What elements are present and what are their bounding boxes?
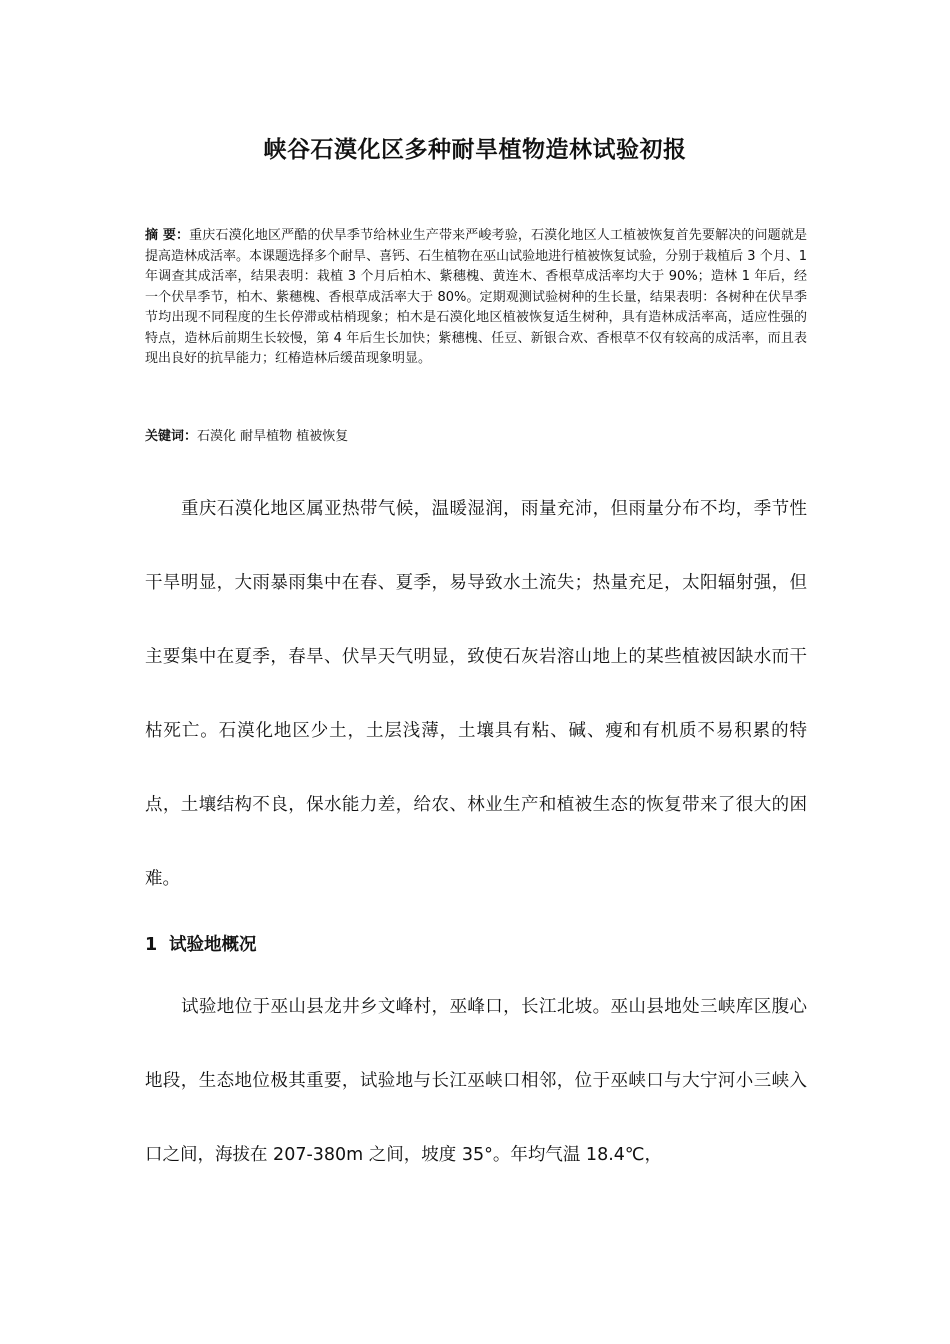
intro-paragraph: 重庆石漠化地区属亚热带气候，温暖湿润，雨量充沛，但雨量分布不均，季节性干旱明显，大雨暴雨集中在春、夏季，易导致水土流失；热量充足，太阳辐射强，但主要集中在夏季，春旱、伏旱天气明显，致使石灰岩溶山地上的某些植被因缺水而干枯死亡。石漠化地区少土，土层浅薄，土壤具有粘、碱、瘦和有机质不易积累的特点，土壤结构不良，保水能力差，给农、林业生产和植被生态的恢复带来了很大的困难。 [145,499,807,889]
keywords-text: 石漠化 耐旱植物 植被恢复 [197,429,349,444]
abstract-text: 重庆石漠化地区严酷的伏旱季节给林业生产带来严峻考验，石漠化地区人工植被恢复首先要解决的问题就是提高造林成活率。本课题选择多个耐旱、喜钙、石生植物在巫山试验地进行植被恢复试验，分别于栽植后 3 个月、1 年调查其成活率，结果表明：栽植 3 个月后柏木、紫穗槐、黄连木、香根草成活率均大于 90%；造林 1 年后，经一个伏旱季节，柏木、紫穗槐、香根草成活率大于 80%。定期观测试验树种的生长量，结果表明：各树种在伏旱季节均出现不同程度的生长停滞或枯梢现象；柏木是石漠化地区植被恢复适生树种，具有造林成活率高，适应性强的特点，造林后前期生长较慢，第 4 年后生长加快；紫穗槐、任豆、新银合欢、香根草不仅有较高的成活率，而且表现出良好的抗旱能力；红椿造林后缓苗现象明显。 [145,228,807,366]
section-heading [145,930,257,960]
keywords [145,427,807,447]
document-title: 峡谷石漠化区多种耐旱植物造林试验初报 [263,137,687,163]
keywords-label: 关键词： [145,429,198,444]
abstract-label: 摘 要： [145,228,190,243]
section-number: 1 [145,935,158,955]
section-title: 试验地概况 [169,935,257,955]
abstract [145,226,807,370]
section-paragraph: 试验地位于巫山县龙井乡文峰村，巫峰口，长江北坡。巫山县地处三峡库区腹心地段，生态地位极其重要，试验地与长江巫峡口相邻，位于巫峡口与大宁河小三峡入口之间，海拔在 207-380m 之间，坡度 35°。年均气温 18.4℃， [145,997,807,1165]
